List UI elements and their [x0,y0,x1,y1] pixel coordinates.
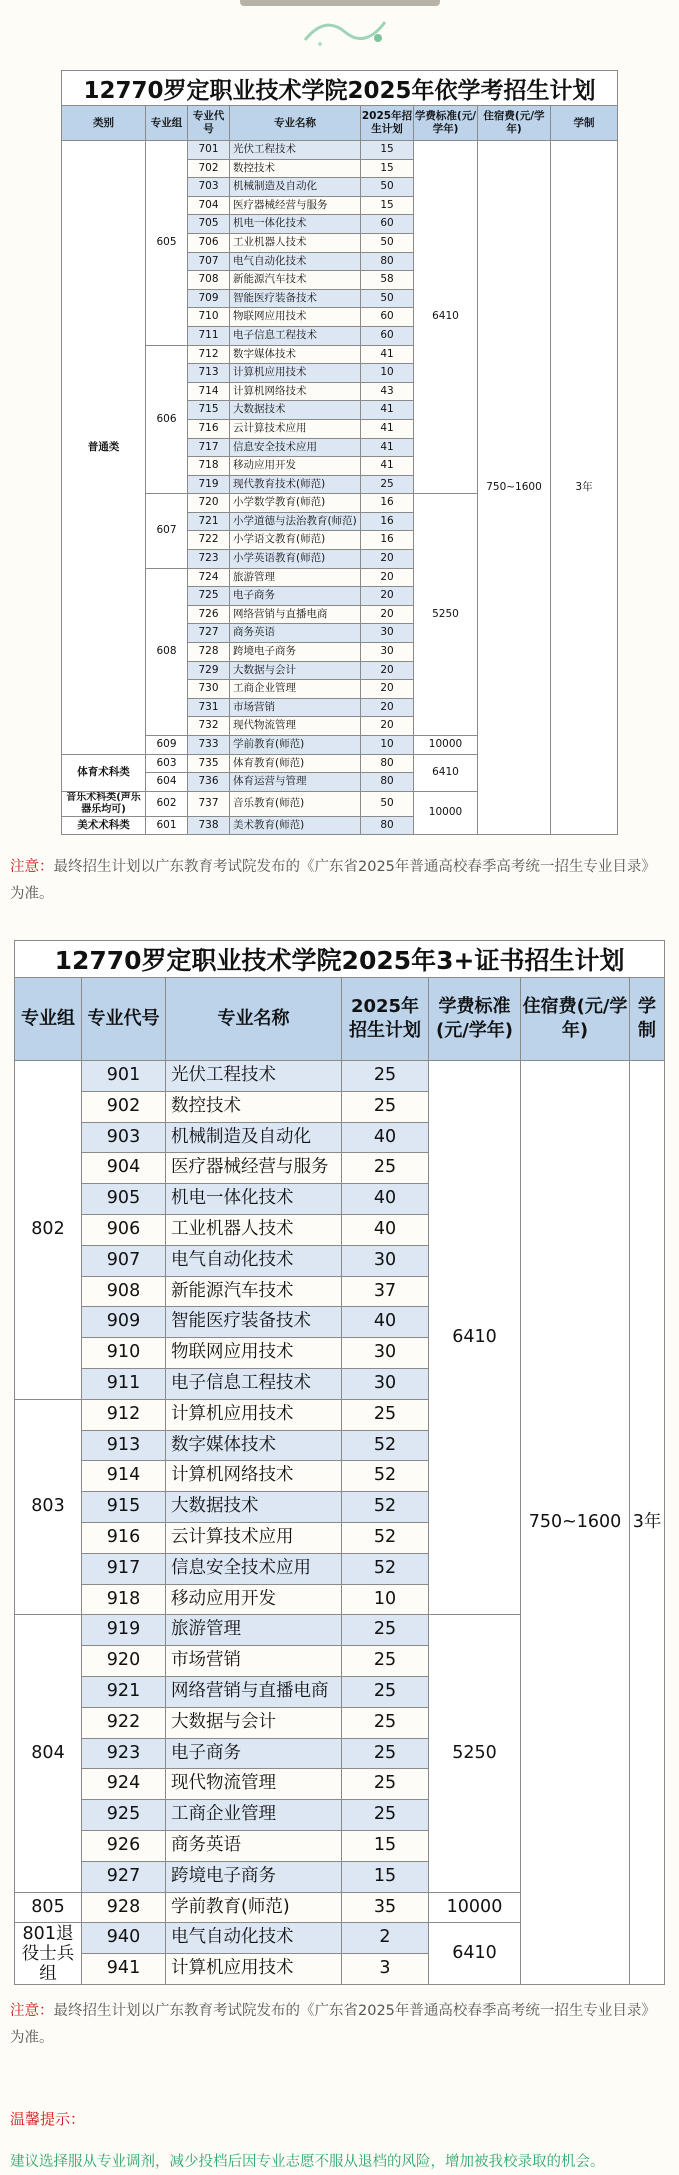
major-name-cell: 电气自动化技术 [230,252,361,271]
major-name-cell: 学前教育(师范) [166,1892,342,1923]
plan-cell: 40 [342,1307,429,1338]
header-name: 专业名称 [230,106,361,141]
code-cell: 928 [82,1892,166,1923]
group-cell: 601 [146,816,188,835]
top-banner-decoration [240,0,440,56]
group-cell: 608 [146,568,188,735]
code-cell: 731 [188,698,230,717]
plan-cell: 20 [361,605,414,624]
table-row [62,141,618,160]
major-name-cell: 音乐教育(师范) [230,791,361,816]
major-name-cell: 物联网应用技术 [166,1338,342,1369]
header-length: 学制 [551,106,618,141]
code-cell: 709 [188,289,230,308]
plan-cell: 16 [361,512,414,531]
major-name-cell: 电子商务 [230,587,361,606]
major-name-cell: 现代教育技术(师范) [230,475,361,494]
fee-cell: 10000 [414,791,478,835]
code-cell: 713 [188,364,230,383]
major-name-cell: 数控技术 [230,159,361,178]
group-cell: 605 [146,141,188,346]
code-cell: 705 [188,215,230,234]
plan-cell: 80 [361,816,414,835]
major-name-cell: 计算机网络技术 [166,1461,342,1492]
code-cell: 738 [188,816,230,835]
code-cell: 908 [82,1276,166,1307]
plan-cell: 30 [342,1245,429,1276]
dorm-cell: 750~1600 [478,141,551,835]
code-cell: 907 [82,1245,166,1276]
plan-cell: 15 [342,1830,429,1861]
code-cell: 918 [82,1584,166,1615]
plan2-title: 12770罗定职业技术学院2025年3+证书招生计划 [15,941,665,978]
group-cell: 603 [146,754,188,773]
major-name-cell: 计算机应用技术 [166,1399,342,1430]
major-name-cell: 数字媒体技术 [230,345,361,364]
major-name-cell: 医疗器械经营与服务 [166,1153,342,1184]
code-cell: 902 [82,1091,166,1122]
major-name-cell: 体育运营与管理 [230,773,361,792]
plan-cell: 80 [361,773,414,792]
header-name: 专业名称 [166,978,342,1061]
major-name-cell: 光伏工程技术 [166,1061,342,1092]
group-cell: 607 [146,494,188,568]
plan-cell: 25 [342,1091,429,1122]
length-cell: 3年 [551,141,618,835]
plan-cell: 16 [361,494,414,513]
plan-cell: 15 [361,196,414,215]
major-name-cell: 数控技术 [166,1091,342,1122]
plan-cell: 3 [342,1954,429,1985]
category-cell: 普通类 [62,141,146,755]
fee-cell: 6410 [414,141,478,494]
code-cell: 736 [188,773,230,792]
header-fee: 学费标准(元/学年) [414,106,478,141]
plan-cell: 25 [342,1615,429,1646]
code-cell: 920 [82,1646,166,1677]
major-name-cell: 工业机器人技术 [166,1214,342,1245]
header-length: 学制 [630,978,665,1061]
plan-cell: 41 [361,438,414,457]
plan-cell: 80 [361,252,414,271]
category-cell: 体育术科类 [62,754,146,791]
code-cell: 720 [188,494,230,513]
major-name-cell: 移动应用开发 [230,457,361,476]
major-name-cell: 新能源汽车技术 [166,1276,342,1307]
note-label: 注意： [10,2003,54,2019]
major-name-cell: 数字媒体技术 [166,1430,342,1461]
plan-cell: 25 [342,1707,429,1738]
code-cell: 718 [188,457,230,476]
plan-cell: 52 [342,1461,429,1492]
group-cell: 803 [15,1399,82,1615]
code-cell: 916 [82,1522,166,1553]
code-cell: 917 [82,1553,166,1584]
header-dorm: 住宿费(元/学年) [521,978,630,1061]
code-cell: 711 [188,326,230,345]
tip-label: 温馨提示： [10,2110,86,2128]
major-name-cell: 工商企业管理 [230,680,361,699]
code-cell: 728 [188,643,230,662]
plan-cell: 10 [361,364,414,383]
major-name-cell: 医疗器械经营与服务 [230,196,361,215]
major-name-cell: 新能源汽车技术 [230,271,361,290]
code-cell: 733 [188,736,230,755]
code-cell: 923 [82,1738,166,1769]
code-cell: 703 [188,178,230,197]
code-cell: 921 [82,1676,166,1707]
code-cell: 715 [188,401,230,420]
plan-cell: 60 [361,326,414,345]
major-name-cell: 机电一体化技术 [166,1184,342,1215]
plan-cell: 25 [342,1800,429,1831]
major-name-cell: 大数据与会计 [230,661,361,680]
plan-cell: 15 [361,141,414,160]
code-cell: 721 [188,512,230,531]
plan-cell: 50 [361,791,414,816]
code-cell: 706 [188,233,230,252]
plan-cell: 60 [361,308,414,327]
major-name-cell: 商务英语 [230,624,361,643]
fee-cell: 6410 [429,1061,521,1615]
fee-cell: 6410 [414,754,478,791]
plan-cell: 40 [342,1184,429,1215]
plan-cell: 30 [342,1338,429,1369]
group-cell: 604 [146,773,188,792]
note-text: 最终招生计划以广东教育考试院发布的《广东省2025年普通高校春季高考统一招生专业目录》为准。 [10,859,656,902]
code-cell: 911 [82,1368,166,1399]
code-cell: 927 [82,1861,166,1892]
plan-cell: 30 [361,624,414,643]
code-cell: 712 [188,345,230,364]
code-cell: 922 [82,1707,166,1738]
code-cell: 714 [188,382,230,401]
code-cell: 737 [188,791,230,816]
header-plan: 2025年招生计划 [361,106,414,141]
major-name-cell: 工商企业管理 [166,1800,342,1831]
group-cell: 804 [15,1615,82,1892]
fee-cell: 10000 [414,736,478,755]
fee-cell: 10000 [429,1892,521,1923]
plan-cell: 10 [342,1584,429,1615]
code-cell: 732 [188,717,230,736]
major-name-cell: 现代物流管理 [230,717,361,736]
code-cell: 723 [188,550,230,569]
plan-cell: 41 [361,419,414,438]
fee-cell: 5250 [414,494,478,736]
plan-cell: 80 [361,754,414,773]
plan-cell: 50 [361,233,414,252]
header-group: 专业组 [146,106,188,141]
plan-cell: 30 [342,1368,429,1399]
group-cell: 602 [146,791,188,816]
plan-cell: 58 [361,271,414,290]
plan-cell: 35 [342,1892,429,1923]
plan-cell: 10 [361,736,414,755]
major-name-cell: 电子信息工程技术 [230,326,361,345]
major-name-cell: 电子商务 [166,1738,342,1769]
plan-cell: 52 [342,1553,429,1584]
major-name-cell: 计算机应用技术 [230,364,361,383]
major-name-cell: 学前教育(师范) [230,736,361,755]
code-cell: 915 [82,1492,166,1523]
plan-cell: 41 [361,345,414,364]
plan-cell: 25 [342,1153,429,1184]
header-group: 专业组 [15,978,82,1061]
plan-cell: 37 [342,1276,429,1307]
plan2-table [14,940,665,1985]
major-name-cell: 工业机器人技术 [230,233,361,252]
plan-cell: 52 [342,1430,429,1461]
code-cell: 716 [188,419,230,438]
major-name-cell: 计算机应用技术 [166,1954,342,1985]
major-name-cell: 小学数学教育(师范) [230,494,361,513]
fee-cell: 6410 [429,1923,521,1985]
header-category: 类别 [62,106,146,141]
code-cell: 701 [188,141,230,160]
group-cell: 801退役士兵组 [15,1923,82,1985]
group-cell: 802 [15,1061,82,1400]
plan1-note [10,854,670,908]
major-name-cell: 移动应用开发 [166,1584,342,1615]
code-cell: 910 [82,1338,166,1369]
major-name-cell: 云计算技术应用 [230,419,361,438]
fee-cell: 5250 [429,1615,521,1892]
code-cell: 719 [188,475,230,494]
plan-cell: 43 [361,382,414,401]
category-cell: 美术术科类 [62,816,146,835]
header-code: 专业代号 [188,106,230,141]
code-cell: 726 [188,605,230,624]
note-text: 最终招生计划以广东教育考试院发布的《广东省2025年普通高校春季高考统一招生专业目录》为准。 [10,2003,656,2046]
code-cell: 727 [188,624,230,643]
plan-cell: 15 [361,159,414,178]
major-name-cell: 机电一体化技术 [230,215,361,234]
major-name-cell: 旅游管理 [230,568,361,587]
major-name-cell: 小学语文教育(师范) [230,531,361,550]
major-name-cell: 网络营销与直播电商 [166,1676,342,1707]
plan-cell: 2 [342,1923,429,1954]
plan-cell: 20 [361,587,414,606]
major-name-cell: 体育教育(师范) [230,754,361,773]
plan-cell: 25 [342,1646,429,1677]
code-cell: 926 [82,1830,166,1861]
plan-cell: 25 [342,1769,429,1800]
code-cell: 912 [82,1399,166,1430]
plan-cell: 25 [342,1399,429,1430]
major-name-cell: 美术教育(师范) [230,816,361,835]
major-name-cell: 电气自动化技术 [166,1923,342,1954]
major-name-cell: 智能医疗装备技术 [230,289,361,308]
plan-cell: 52 [342,1522,429,1553]
code-cell: 904 [82,1153,166,1184]
plan2-note [10,1998,670,2052]
major-name-cell: 机械制造及自动化 [166,1122,342,1153]
code-cell: 735 [188,754,230,773]
code-cell: 919 [82,1615,166,1646]
plan-cell: 40 [342,1214,429,1245]
major-name-cell: 大数据与会计 [166,1707,342,1738]
plan-cell: 50 [361,178,414,197]
code-cell: 909 [82,1307,166,1338]
major-name-cell: 现代物流管理 [166,1769,342,1800]
code-cell: 906 [82,1214,166,1245]
plan-cell: 20 [361,550,414,569]
dorm-cell: 750~1600 [521,1061,630,1985]
code-cell: 725 [188,587,230,606]
plan-cell: 15 [342,1861,429,1892]
plan1-table [61,70,618,835]
group-cell: 609 [146,736,188,755]
plan-cell: 60 [361,215,414,234]
major-name-cell: 物联网应用技术 [230,308,361,327]
major-name-cell: 电气自动化技术 [166,1245,342,1276]
major-name-cell: 小学英语教育(师范) [230,550,361,569]
code-cell: 730 [188,680,230,699]
major-name-cell: 大数据技术 [230,401,361,420]
plan-cell: 25 [342,1738,429,1769]
code-cell: 914 [82,1461,166,1492]
code-cell: 941 [82,1954,166,1985]
group-cell: 606 [146,345,188,494]
major-name-cell: 市场营销 [166,1646,342,1677]
code-cell: 729 [188,661,230,680]
code-cell: 924 [82,1769,166,1800]
plan-cell: 20 [361,661,414,680]
plan-cell: 20 [361,698,414,717]
code-cell: 913 [82,1430,166,1461]
plan-cell: 30 [361,643,414,662]
plan-cell: 41 [361,401,414,420]
plan-cell: 50 [361,289,414,308]
plan-cell: 20 [361,568,414,587]
code-cell: 708 [188,271,230,290]
major-name-cell: 跨境电子商务 [166,1861,342,1892]
code-cell: 710 [188,308,230,327]
major-name-cell: 大数据技术 [166,1492,342,1523]
plan-cell: 20 [361,717,414,736]
plan1-title: 12770罗定职业技术学院2025年依学考招生计划 [62,71,618,106]
plan-cell: 25 [361,475,414,494]
major-name-cell: 电子信息工程技术 [166,1368,342,1399]
plan-cell: 52 [342,1492,429,1523]
major-name-cell: 旅游管理 [166,1615,342,1646]
major-name-cell: 信息安全技术应用 [166,1553,342,1584]
plan-cell: 41 [361,457,414,476]
major-name-cell: 机械制造及自动化 [230,178,361,197]
code-cell: 704 [188,196,230,215]
major-name-cell: 光伏工程技术 [230,141,361,160]
code-cell: 925 [82,1800,166,1831]
major-name-cell: 小学道德与法治教育(师范) [230,512,361,531]
code-cell: 717 [188,438,230,457]
major-name-cell: 信息安全技术应用 [230,438,361,457]
major-name-cell: 商务英语 [166,1830,342,1861]
code-cell: 702 [188,159,230,178]
group-cell: 805 [15,1892,82,1923]
code-cell: 903 [82,1122,166,1153]
major-name-cell: 云计算技术应用 [166,1522,342,1553]
plan-cell: 20 [361,680,414,699]
code-cell: 901 [82,1061,166,1092]
header-fee: 学费标准(元/学年) [429,978,521,1061]
major-name-cell: 市场营销 [230,698,361,717]
plan-cell: 16 [361,531,414,550]
note-label: 注意： [10,859,54,875]
tip-text: 建议选择服从专业调剂，减少投档后因专业志愿不服从退档的风险，增加被我校录取的机会。 [10,2154,605,2170]
major-name-cell: 计算机网络技术 [230,382,361,401]
header-dorm: 住宿费(元/学年) [478,106,551,141]
plan-cell: 25 [342,1676,429,1707]
major-name-cell: 跨境电子商务 [230,643,361,662]
plan-cell: 40 [342,1122,429,1153]
code-cell: 707 [188,252,230,271]
length-cell: 3年 [630,1061,665,1985]
code-cell: 905 [82,1184,166,1215]
category-cell: 音乐术科类(声乐器乐均可) [62,791,146,816]
header-code: 专业代号 [82,978,166,1061]
major-name-cell: 网络营销与直播电商 [230,605,361,624]
code-cell: 940 [82,1923,166,1954]
major-name-cell: 智能医疗装备技术 [166,1307,342,1338]
code-cell: 724 [188,568,230,587]
plan-cell: 25 [342,1061,429,1092]
header-plan: 2025年招生计划 [342,978,429,1061]
leaf-decoration-icon [300,10,390,50]
table-row [15,1061,665,1092]
code-cell: 722 [188,531,230,550]
